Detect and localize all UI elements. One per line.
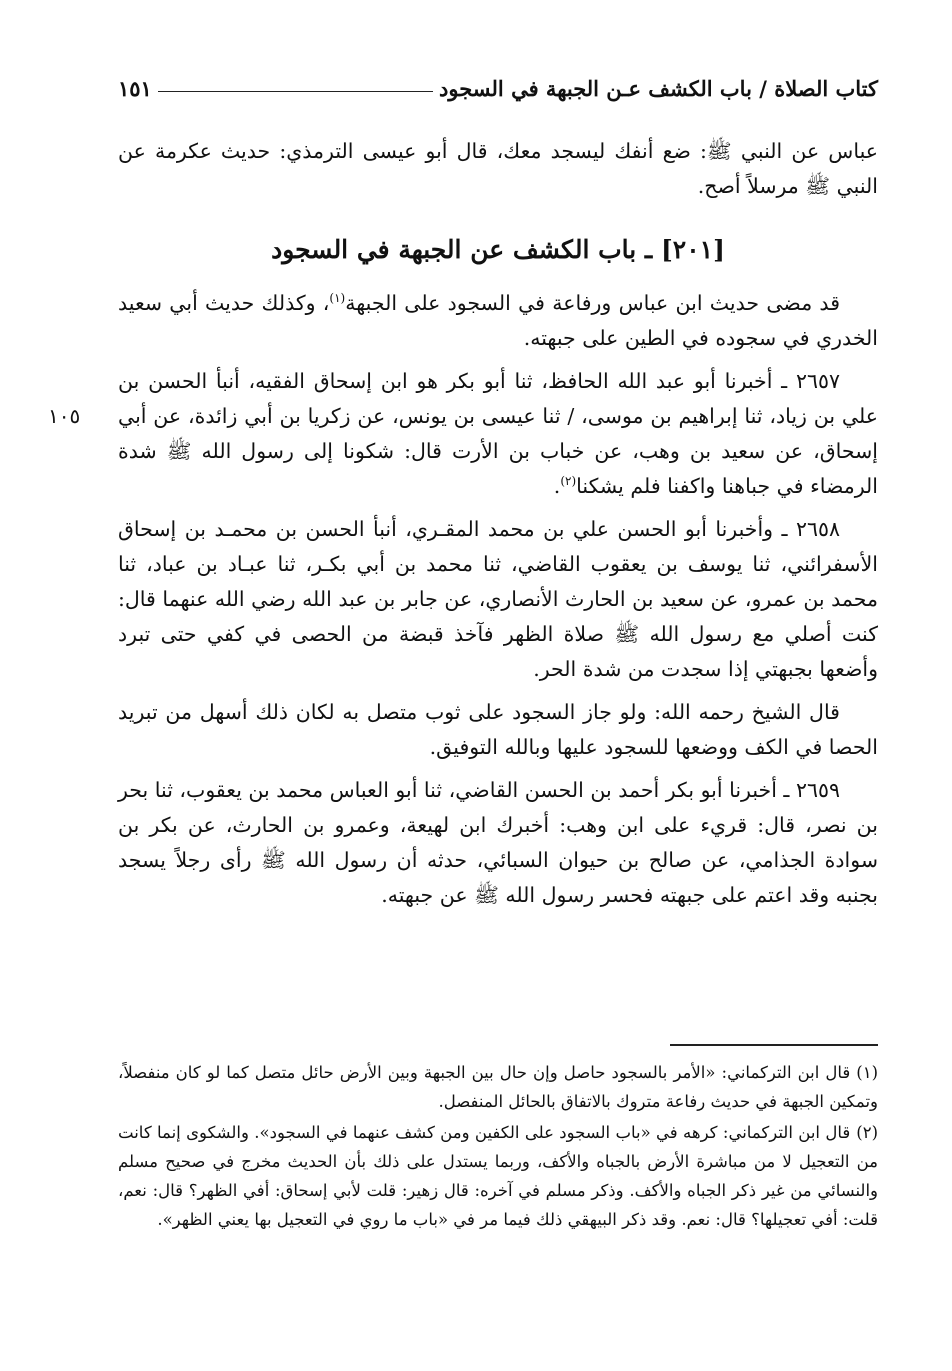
running-head-rule xyxy=(158,91,433,92)
sheikh-comment: قال الشيخ رحمه الله: ولو جاز السجود على ثوب متصل به لكان ذلك أسهل من تبريد الحصا في الكف ووضعها للسجود عليها وبالله التوفيق. xyxy=(118,700,878,759)
chapter-heading: [٢٠١] ـ باب الكشف عن الجبهة في السجود xyxy=(271,235,725,264)
hadith-2658: ٢٦٥٨ ـ وأخبرنا أبو الحسن علي بن محمد المقـري، أنبأ الحسن بن محمـد بن إسحاق الأسفرائني، ثنا يوسف بن يعقوب القاضي، ثنا محمد بن أبي بكـر، ثنا عبـاد بن عباد، ثنا محمد بن عمرو، عن سعيد بن الحارث الأنصاري، عن جابر بن عبد الله رضي الله عنهما قال: كنت أصلي مع رسول الله ﷺ صلاة الظهر فآخذ قبضة من الحصى في كفي حتى تبرد وأضعها بجبهتي إذا سجدت من شدة الحر. xyxy=(118,517,878,681)
hadith-2657-text: ٢٦٥٧ ـ أخبرنا أبو عبد الله الحافظ، ثنا أبو بكر هو ابن إسحاق الفقيه، أنبأ الحسن بن علي بن زياد، ثنا إبراهيم بن موسى، / ثنا عيسى بن يونس، عن زكريا بن أبي زائدة، عن أبي إسحاق، عن سعيد بن وهب، عن خباب بن الأرت قال: شكونا إلى رسول الله ﷺ شدة الرمضاء في جباهنا واكفنا فلم يشكنا xyxy=(118,369,878,498)
book-page xyxy=(48,76,878,1229)
paragraph-1-text-b: ، وكذلك حديث أبي سعيد الخدري في سجوده في الطين على جبهته. xyxy=(118,291,878,350)
intro-text: عباس عن النبي ﷺ: ضع أنفك ليسجد معك، قال أبو عيسى الترمذي: حديث عكرمة عن النبي ﷺ مرسلاً أصح. xyxy=(118,139,878,198)
footnotes xyxy=(118,1058,878,1236)
footnote-2 xyxy=(118,1118,878,1234)
footnote-ref-1[interactable]: (١) xyxy=(329,291,346,306)
footnote-1-text: قال ابن التركماني: «الأمر بالسجود حاصل وإن حال بين الجبهة وبين الأرض حائل متصل كما لو كان منفصلاً، وتمكين الجبهة في حديث رفاعة متروك بالاتفاق بالحائل المنفصل. xyxy=(118,1063,878,1111)
hadith-2657 xyxy=(118,364,878,504)
footnote-ref-2[interactable]: (٢) xyxy=(560,474,577,489)
footnote-2-text: قال ابن التركماني: كرهه في «باب السجود على الكفين ومن كشف عنهما في السجود». والشكوى إنما كانت من التعجيل لا من مباشرة الأرض بالجباه والأكف، وربما يستدل على ذلك بأن الحديث مخرج في صحيح مسلم والنسائي من غير ذكر الجباه والأكف. وذكر مسلم في آخره: قال زهير: قلت لأبي إسحاق: أفي الظهر؟ قال: نعم، قلت: أفي تعجيلها؟ قال: نعم. وقد ذكر البيهقي ذلك فيما مر في «باب ما روي في التعجيل بها يعني الظهر». xyxy=(118,1123,878,1229)
footnote-2-number: (٢) xyxy=(856,1123,878,1142)
margin-volume-page-note: ١٠٥ xyxy=(48,404,81,428)
hadith-2659: ٢٦٥٩ ـ أخبرنا أبو بكر أحمد بن الحسن القاضي، ثنا أبو العباس محمد بن يعقوب، ثنا بحر بن نصر، قال: قريء على ابن وهب: أخبرك ابن لهيعة، وعمرو بن الحارث، عن بكر بن سوادة الجذامي، عن صالح بن حيوان السبائي، حدثه أن رسول الله ﷺ رأى رجلاً يسجد بجنبه وقد اعتم على جبهته فحسر رسول الله ﷺ عن جبهته. xyxy=(118,778,878,907)
running-head-title: كتاب الصلاة / باب الكشف عـن الجبهة في السجود xyxy=(439,76,878,101)
running-head xyxy=(118,76,878,112)
paragraph-1-text-a: قد مضى حديث ابن عباس ورفاعة في السجود على الجبهة xyxy=(345,291,840,315)
footnote-1 xyxy=(118,1058,878,1116)
paragraph-1 xyxy=(118,286,878,356)
hadith-2657-end: . xyxy=(553,474,561,498)
footnote-separator xyxy=(670,1044,878,1046)
page-number: ١٥١ xyxy=(118,76,152,101)
footnote-1-number: (١) xyxy=(856,1063,878,1082)
hadith-2657-wrapper xyxy=(48,364,878,504)
